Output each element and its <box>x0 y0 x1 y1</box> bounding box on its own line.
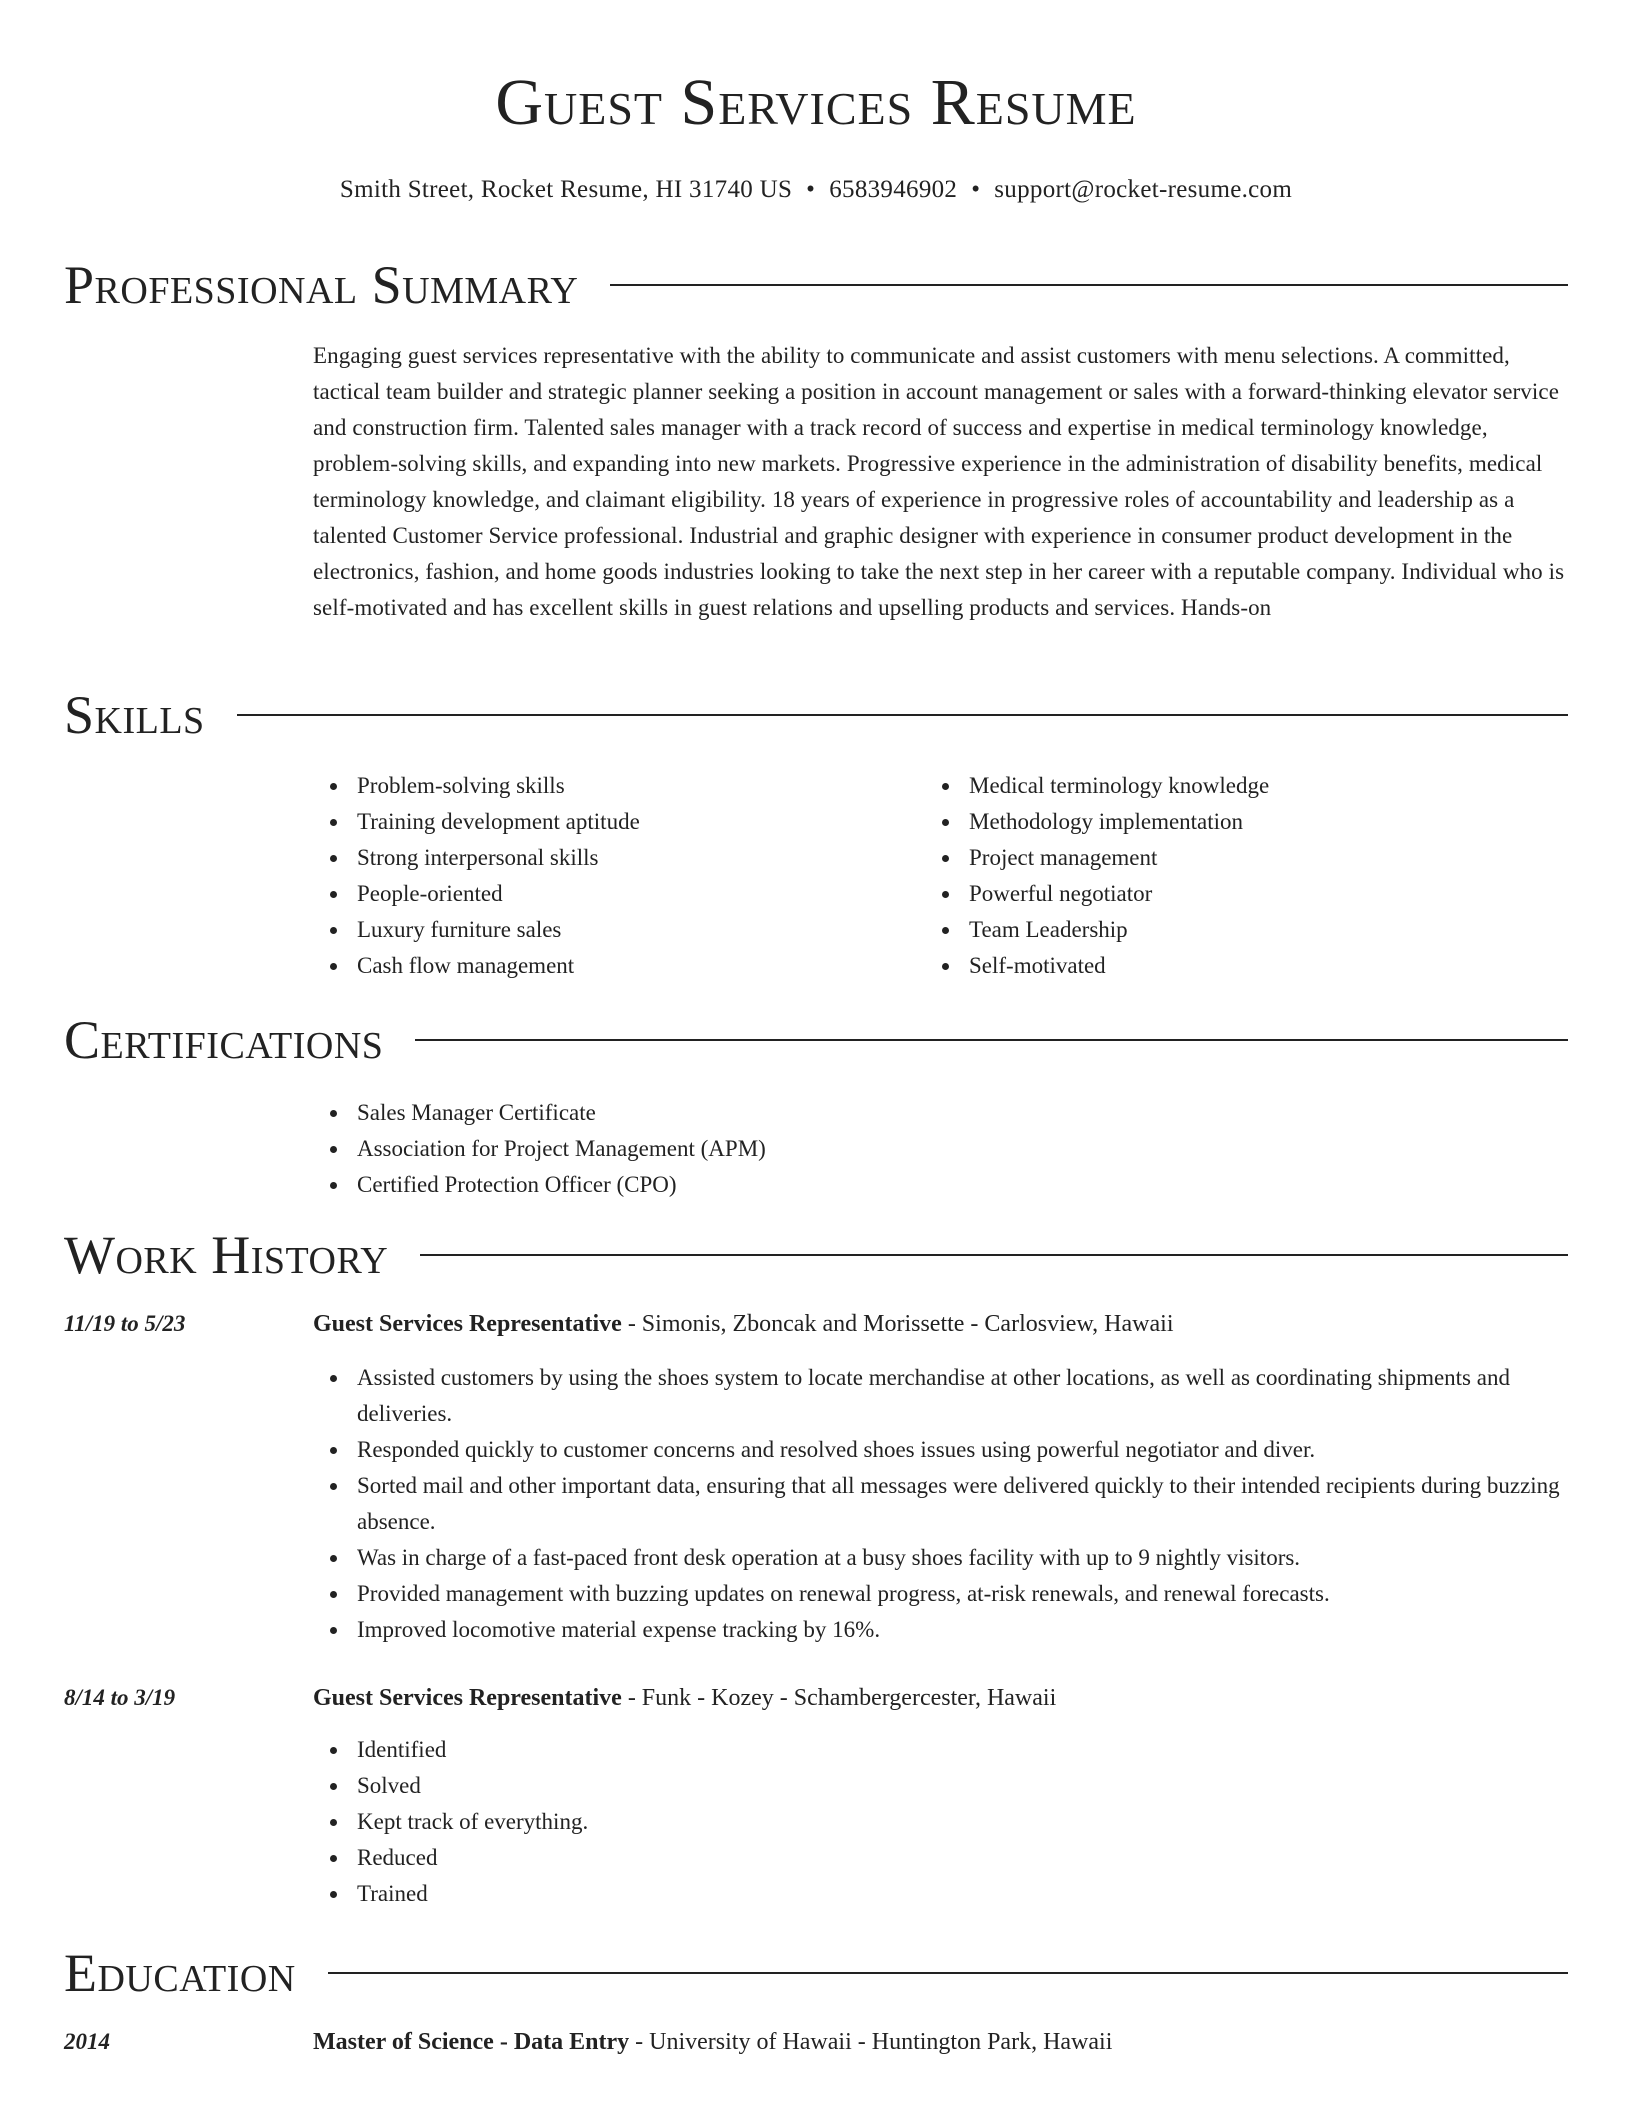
duty-item: Provided management with buzzing updates on renewal progress, at-risk renewals, and renewal forecasts. <box>313 1576 1569 1612</box>
contact-address: Smith Street, Rocket Resume, HI 31740 US <box>339 176 793 203</box>
job-employer: - Funk - Kozey - Schambergercester, Hawaii <box>621 1685 1057 1711</box>
contact-line <box>0 172 1632 208</box>
job-role: Guest Services Representative <box>313 1685 622 1711</box>
job-dates: 11/19 to 5/23 <box>64 1311 186 1336</box>
contact-email: support@rocket-resume.com <box>994 176 1293 203</box>
section-title: Professional Summary <box>64 255 579 315</box>
section-divider <box>610 284 1568 286</box>
duty-item: Solved <box>313 1768 1569 1804</box>
skill-item: Medical terminology knowledge <box>925 768 1525 804</box>
duty-item: Kept track of everything. <box>313 1804 1569 1840</box>
skill-item: Cash flow management <box>313 948 913 984</box>
education-school: - University of Hawaii - Huntington Park, Hawaii <box>629 2029 1113 2055</box>
education-heading <box>313 2024 1569 2060</box>
skill-item: Powerful negotiator <box>925 876 1525 912</box>
job-dates: 8/14 to 3/19 <box>64 1685 176 1710</box>
section-heading-skills <box>64 680 1568 750</box>
skill-item: Methodology implementation <box>925 804 1525 840</box>
duty-item: Sorted mail and other important data, ensuring that all messages were delivered quickly to their intended recipients during buzzing absence. <box>313 1468 1569 1540</box>
section-title: Education <box>64 1943 296 2003</box>
skill-item: Luxury furniture sales <box>313 912 913 948</box>
contact-separator: • <box>971 176 981 203</box>
job-heading <box>313 1306 1569 1342</box>
section-divider <box>237 714 1568 716</box>
section-heading-education <box>64 1938 1568 2008</box>
job-role: Guest Services Representative <box>313 1311 622 1337</box>
section-title: Work History <box>64 1225 389 1285</box>
summary-text: Engaging guest services representative with the ability to communicate and assist customers with menu selections. A committed, tactical team builder and strategic planner seeking a position in account management or sales with a forward-thinking elevator service and construction firm. Talented sales manager with a track record of success and expertise in medical terminology knowledge, problem-solving skills, and expanding into new markets. Progressive experience in the administration of disability benefits, medical terminology knowledge, and claimant eligibility. 18 years of experience in progressive roles of accountability and leadership as a talented Customer Service professional. Industrial and graphic designer with experience in consumer product development in the electronics, fashion, and home goods industries looking to take the next step in her career with a reputable company. Individual who is self-motivated and has excellent skills in guest relations and upselling products and services. Hands-on <box>313 343 1565 620</box>
job-duties <box>313 1360 1569 1648</box>
skill-item: Problem-solving skills <box>313 768 913 804</box>
job-employer: - Simonis, Zboncak and Morissette - Carlosview, Hawaii <box>621 1311 1174 1337</box>
skill-item: Self-motivated <box>925 948 1525 984</box>
job-heading <box>313 1680 1569 1716</box>
duty-item: Trained <box>313 1876 1569 1912</box>
duty-item: Assisted customers by using the shoes system to locate merchandise at other locations, as well as coordinating shipments and deliveries. <box>313 1360 1569 1432</box>
skill-item: Strong interpersonal skills <box>313 840 913 876</box>
section-heading-summary <box>64 250 1568 320</box>
section-divider <box>415 1039 1568 1041</box>
section-title: Certifications <box>64 1010 384 1070</box>
certification-item: Association for Project Management (APM) <box>313 1131 1513 1167</box>
skills-column-right <box>925 768 1525 984</box>
education-year: 2014 <box>64 2029 110 2054</box>
skill-item: Project management <box>925 840 1525 876</box>
duty-item: Improved locomotive material expense tracking by 16%. <box>313 1612 1569 1648</box>
skill-item: Training development aptitude <box>313 804 913 840</box>
section-heading-work-history <box>64 1220 1568 1290</box>
section-divider <box>420 1254 1568 1256</box>
certifications-list <box>313 1095 1513 1203</box>
section-title: Skills <box>64 685 205 745</box>
skill-item: People-oriented <box>313 876 913 912</box>
duty-item: Reduced <box>313 1840 1569 1876</box>
resume-title: Guest Services Resume <box>495 66 1137 139</box>
certification-item: Certified Protection Officer (CPO) <box>313 1167 1513 1203</box>
certification-item: Sales Manager Certificate <box>313 1095 1513 1131</box>
duty-item: Responded quickly to customer concerns and resolved shoes issues using powerful negotiator and diver. <box>313 1432 1569 1468</box>
duty-item: Identified <box>313 1732 1569 1768</box>
skills-column-left <box>313 768 913 984</box>
section-heading-certifications <box>64 1005 1568 1075</box>
job-duties <box>313 1732 1569 1912</box>
duty-item: Was in charge of a fast-paced front desk operation at a busy shoes facility with up to 9 nightly visitors. <box>313 1540 1569 1576</box>
contact-phone: 6583946902 <box>829 176 958 203</box>
section-divider <box>328 1972 1568 1974</box>
education-degree: Master of Science - Data Entry <box>313 2029 630 2055</box>
skill-item: Team Leadership <box>925 912 1525 948</box>
contact-separator: • <box>806 176 816 203</box>
